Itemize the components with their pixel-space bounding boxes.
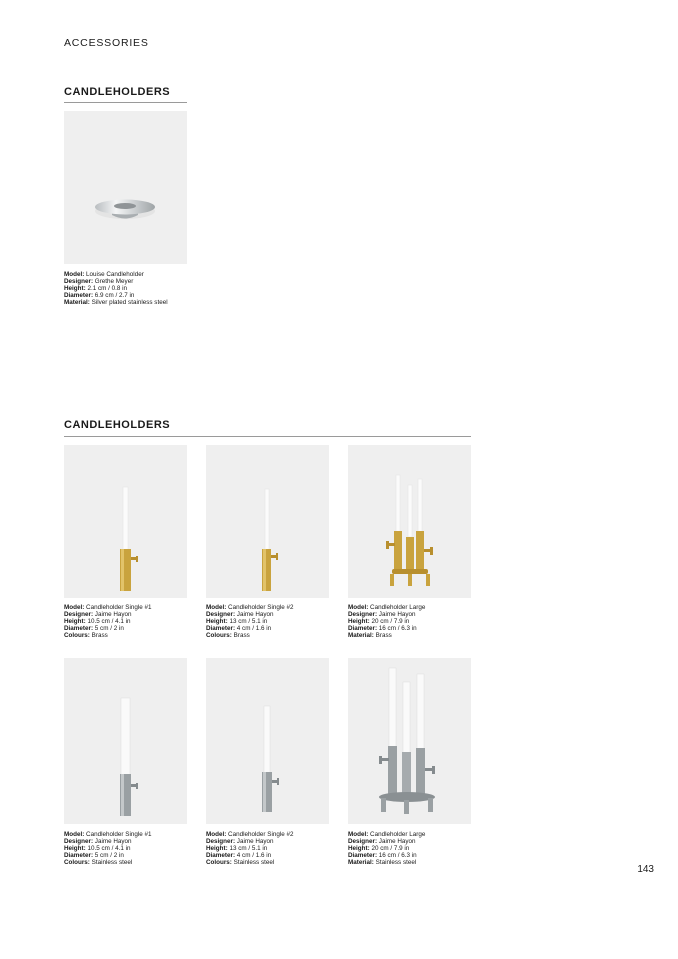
product-specs: Model: Candleholder Single #1 Designer: Jaime Hayon Height: 10.5 cm / 4.1 in Diameter: 5 cm / 2 in Colours: Stainless steel [64, 831, 152, 867]
section-title: CANDLEHOLDERS [64, 86, 171, 98]
product-specs: Model: Candleholder Single #2 Designer: Jaime Hayon Height: 13 cm / 5.1 in Diameter: 4 cm / 1.6 in Colours: Brass [206, 604, 294, 640]
page-number: 143 [637, 864, 654, 875]
product-specs: Model: Candleholder Large Designer: Jaime Hayon Height: 20 cm / 7.9 in Diameter: 16 cm / 6.3 in Material: Brass [348, 604, 426, 640]
product-specs: Model: Candleholder Large Designer: Jaime Hayon Height: 20 cm / 7.9 in Diameter: 16 cm / 6.3 in Material: Stainless steel [348, 831, 426, 867]
product-photo-single-1-steel [64, 658, 187, 824]
product-specs: Model: Louise Candleholder Designer: Grethe Meyer Height: 2.1 cm / 0.8 in Diameter: 6.9 cm / 2.7 in Material: Silver plated stainless steel [64, 271, 168, 307]
category-heading: ACCESSORIES [64, 37, 149, 49]
product-photo-single-1-brass [64, 445, 187, 598]
product-specs: Model: Candleholder Single #2 Designer: Jaime Hayon Height: 13 cm / 5.1 in Diameter: 4 cm / 1.6 in Colours: Stainless steel [206, 831, 294, 867]
product-photo-single-2-steel [206, 658, 329, 824]
section-divider [64, 436, 471, 437]
product-photo-large-steel [348, 658, 471, 824]
section-title: CANDLEHOLDERS [64, 419, 171, 431]
section-divider [64, 102, 187, 103]
product-specs: Model: Candleholder Single #1 Designer: Jaime Hayon Height: 10.5 cm / 4.1 in Diameter: 5 cm / 2 in Colours: Brass [64, 604, 152, 640]
product-photo-large-brass [348, 445, 471, 598]
product-photo-single-2-brass [206, 445, 329, 598]
product-photo-louise-candleholder [64, 111, 187, 264]
